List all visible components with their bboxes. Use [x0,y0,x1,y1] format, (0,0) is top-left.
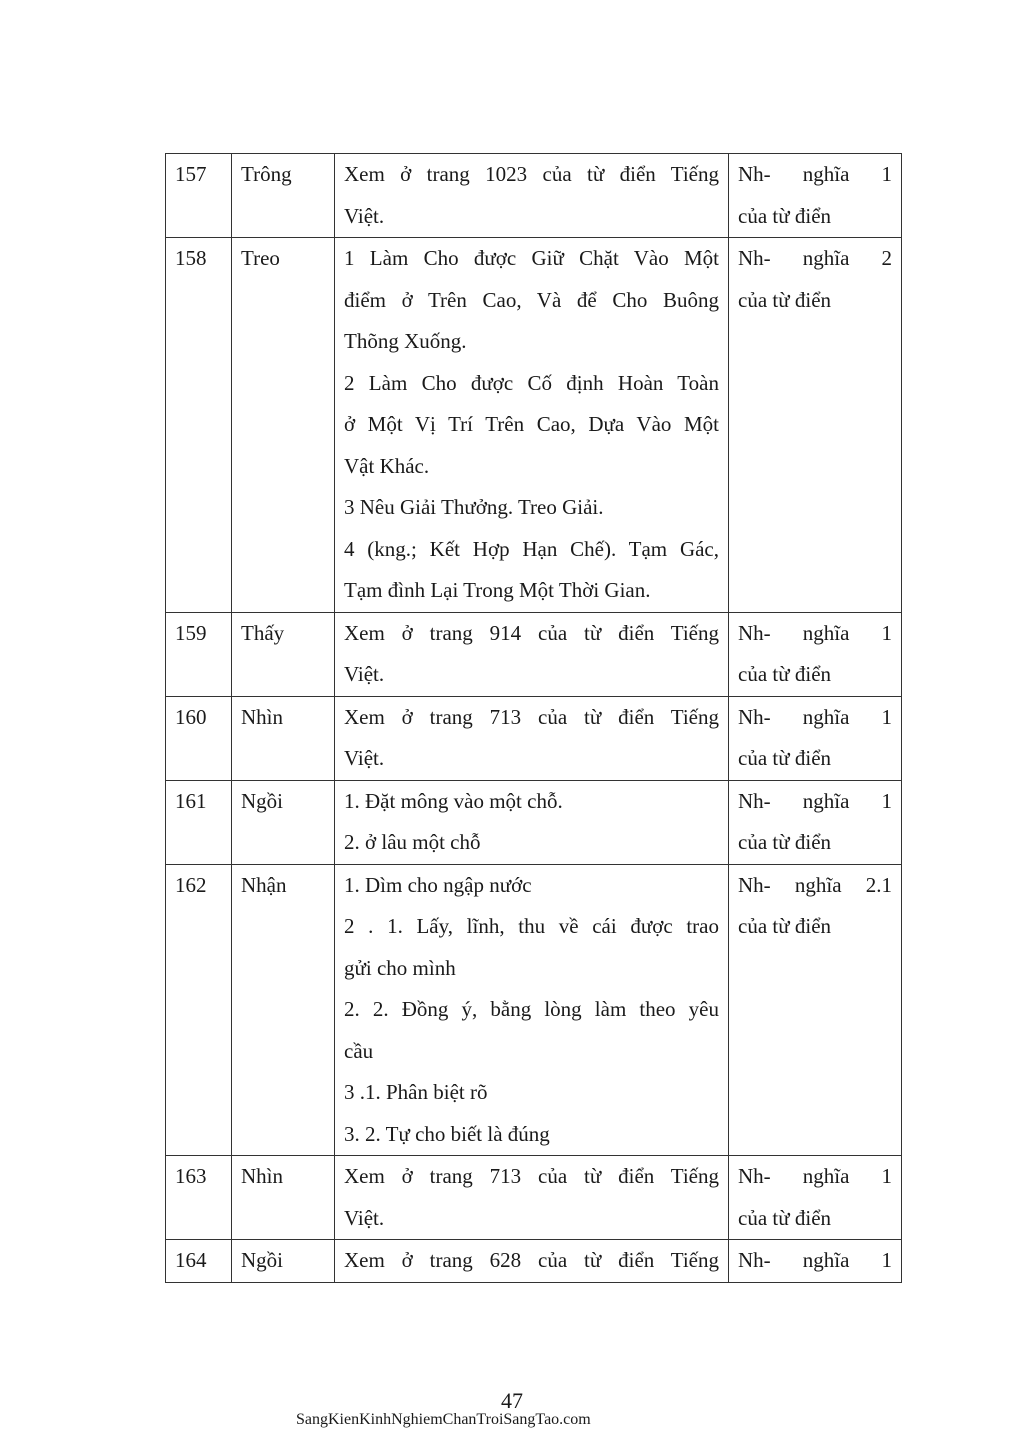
entry-definition [335,780,729,864]
entry-number: 164 [166,1240,232,1283]
entry-number: 158 [166,238,232,613]
definition-line: Việt. [344,203,385,228]
entry-number: 163 [166,1156,232,1240]
definition-line: 3 Nêu Giải Thưởng. Treo Giải. [344,495,604,519]
definition-line: Việt. [344,746,385,770]
note-line: của từ điển [738,662,832,686]
definition-line: 2 . 1. Lấy, lĩnh, thu về cái được trao [344,914,719,938]
definition-line: Xem ở trang 713 của từ điển Tiếng [344,704,719,729]
entry-definition [335,864,729,1156]
entry-number: 160 [166,696,232,780]
definition-line: 1. Đặt mông vào một chỗ. [344,788,563,813]
note-line: Nh- nghĩa 2.1 [738,872,892,897]
definition-line: ở Một Vị Trí Trên Cao, Dựa Vào Một [344,412,719,436]
definition-line: Tạm đình Lại Trong Một Thời Gian. [344,578,651,602]
definition-line: 2. 2. Đồng ý, bằng lòng làm theo yêu [344,997,719,1021]
definition-line: Xem ở trang 1023 của từ điển Tiếng [344,162,719,186]
note-line: của từ điển [738,1205,832,1230]
table-row [166,696,902,780]
table-row [166,864,902,1156]
entry-number: 157 [166,154,232,238]
definition-line: 3. 2. Tự cho biết là đúng [344,1121,550,1146]
note-line: Nh- nghĩa 1 [738,620,892,645]
entry-number: 159 [166,612,232,696]
definition-line: cầu [344,1038,374,1063]
definition-line: 3 .1. Phân biệt rõ [344,1080,488,1104]
entry-definition [335,238,729,613]
entry-note [729,696,902,780]
definition-line: 1. Dìm cho ngập nước [344,872,532,897]
entry-definition [335,696,729,780]
table-row [166,780,902,864]
note-line: của từ điển [738,914,832,938]
page-number: 47 [501,1388,523,1413]
note-line: Nh- nghĩa 1 [738,162,892,186]
definition-line: Xem ở trang 628 của từ điển Tiếng [344,1248,719,1272]
dictionary-table-body [166,154,902,1283]
note-line: Nh- nghĩa 2 [738,246,892,270]
entry-word: Trông [232,154,335,238]
entry-note [729,1240,902,1283]
entry-definition [335,154,729,238]
entry-definition [335,1156,729,1240]
note-line: của từ điển [738,203,832,228]
entry-note [729,238,902,613]
note-line: của từ điển [738,830,832,854]
entry-word: Treo [232,238,335,613]
definition-line: 2. ở lâu một chỗ [344,830,481,854]
entry-note [729,1156,902,1240]
note-line: của từ điển [738,287,832,312]
definition-line: Xem ở trang 914 của từ điển Tiếng [344,620,719,645]
note-line: Nh- nghĩa 1 [738,704,892,729]
definition-line: 4 (kng.; Kết Hợp Hạn Chế). Tạm Gác, [344,536,719,561]
entry-word: Nhận [232,864,335,1156]
definition-line: Việt. [344,1205,385,1230]
table-row [166,1240,902,1283]
definition-line: gửi cho mình [344,955,456,980]
entry-note [729,154,902,238]
note-line: Nh- nghĩa 1 [738,1164,892,1188]
entry-note [729,612,902,696]
entry-definition [335,612,729,696]
entry-number: 161 [166,780,232,864]
table-row [166,154,902,238]
entry-word: Ngồi [232,1240,335,1283]
entry-note [729,780,902,864]
definition-line: Thõng Xuống. [344,329,467,353]
entry-number: 162 [166,864,232,1156]
definition-line: Vật Khác. [344,453,430,478]
note-line: của từ điển [738,746,832,770]
entry-definition [335,1240,729,1283]
note-line: Nh- nghĩa 1 [738,1248,892,1272]
entry-word: Thấy [232,612,335,696]
definition-line: 1 Làm Cho được Giữ Chặt Vào Một [344,246,719,270]
entry-word: Ngồi [232,780,335,864]
table-row [166,238,902,613]
entry-word: Nhìn [232,696,335,780]
definition-line: Việt. [344,662,385,686]
footer-site-name: SangKienKinhNghiemChanTroiSangTao.com [296,1411,591,1428]
note-line: Nh- nghĩa 1 [738,788,892,813]
entry-note [729,864,902,1156]
definition-line: 2 Làm Cho được Cố định Hoàn Toàn [344,370,719,395]
table-row [166,1156,902,1240]
definition-line: điểm ở Trên Cao, Và để Cho Buông [344,287,719,312]
entry-word: Nhìn [232,1156,335,1240]
table-row [166,612,902,696]
definition-line: Xem ở trang 713 của từ điển Tiếng [344,1164,719,1188]
dictionary-table [165,153,902,1283]
